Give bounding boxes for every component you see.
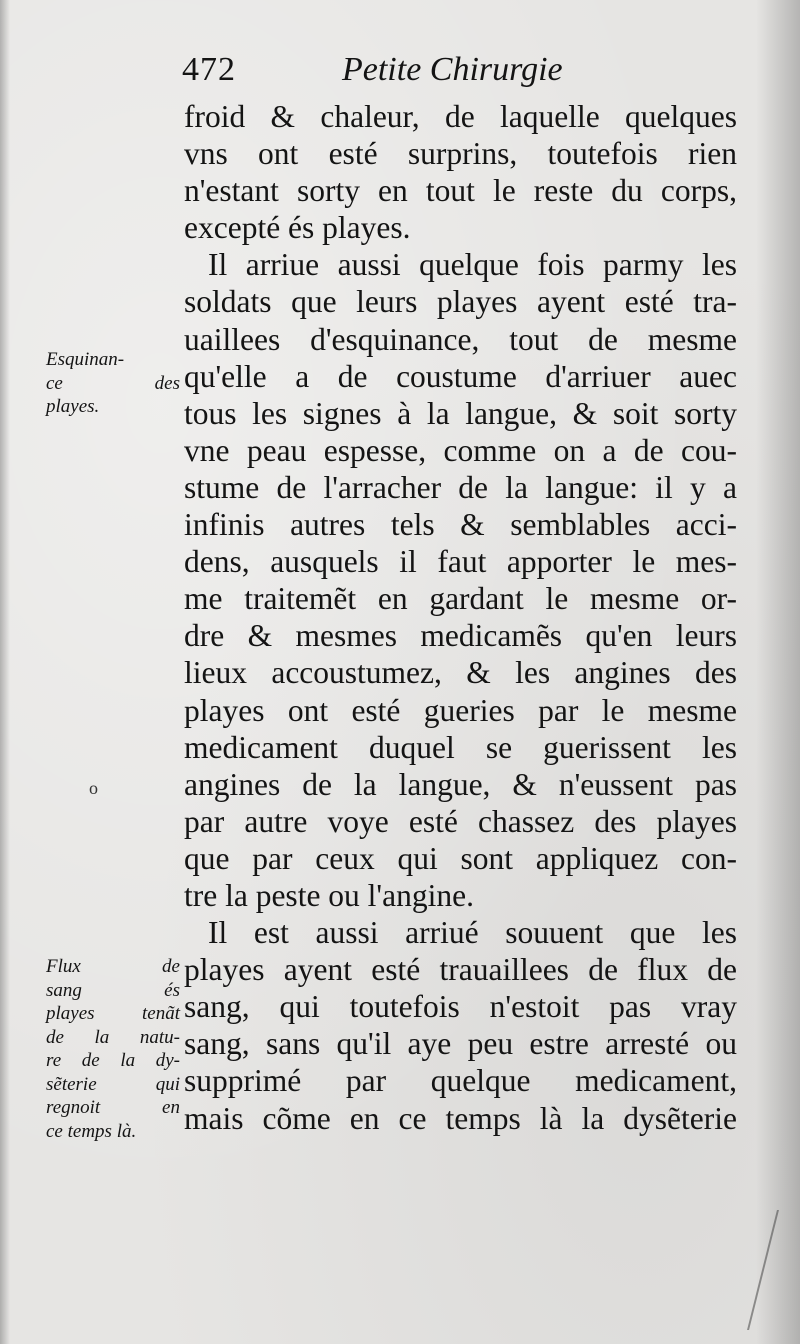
page-header	[182, 48, 602, 92]
text-line: stume de l'arracher de la langue: il y a	[184, 469, 737, 505]
page-edge-shadow	[756, 0, 800, 1344]
text-line: excepté és playes.	[184, 210, 411, 246]
margin-note-line: re de la dy-	[46, 1050, 180, 1071]
text-line: angines de la langue, & n'eussent pas	[184, 766, 737, 802]
running-title: Petite Chirurgie	[342, 51, 563, 88]
text-line: supprimé par quelque medicament,	[184, 1063, 737, 1099]
margin-note-flux-de-sang	[46, 955, 180, 1143]
margin-note-line: ce des	[46, 372, 180, 394]
text-line: lieux accoustumez, & les angines des	[184, 655, 737, 691]
margin-note-line: ce temps là.	[46, 1120, 137, 1142]
text-line: tous les signes à la langue, & soit sorty	[184, 395, 737, 431]
text-line: qu'elle a de coustume d'arriuer auec	[184, 358, 737, 394]
text-line: vne peau espesse, comme on a de cou-	[184, 432, 737, 468]
text-line: infinis autres tels & semblables acci-	[184, 507, 737, 543]
margin-note-line: Flux de	[46, 956, 180, 977]
margin-note-line: Esquinan-	[46, 349, 125, 370]
text-line: playes ont esté gueries par le mesme	[184, 692, 737, 728]
text-line: tre la peste ou l'angine.	[184, 877, 474, 913]
text-line: froid & chaleur, de laquelle quelques	[184, 99, 737, 134]
text-line: vns ont esté surprins, toutefois rien	[184, 136, 737, 172]
text-line: dre & mesmes medicamẽs qu'en leurs	[184, 618, 737, 654]
text-line: mais cõme en ce temps là la dysẽterie	[184, 1100, 737, 1136]
margin-note-line: de la natu-	[46, 1026, 180, 1048]
body-text	[184, 98, 737, 1137]
text-line: sang, qui toutefois n'estoit pas vray	[184, 989, 737, 1025]
text-line: n'estant sorty en tout le reste du corps,	[184, 173, 737, 209]
text-line: dens, ausquels il faut apporter le mes-	[184, 544, 737, 580]
margin-note-line: sang és	[46, 979, 180, 1001]
text-line: me traitemẽt en gardant le mesme or-	[184, 581, 737, 617]
text-line: Il arriue aussi quelque fois parmy les	[208, 247, 737, 283]
text-line: par autre voye esté chassez des playes	[184, 803, 737, 839]
page-gutter-shadow	[0, 0, 10, 1344]
margin-note-line: sẽterie qui	[46, 1073, 180, 1095]
text-line: sang, sans qu'il aye peu estre arresté ou	[184, 1026, 737, 1062]
text-line: soldats que leurs playes ayent esté tra-	[184, 284, 737, 320]
text-line: playes ayent esté trauaillees de flux de	[184, 952, 737, 988]
margin-note-line: regnoit en	[46, 1097, 180, 1118]
margin-note-line: playes tenãt	[46, 1003, 180, 1024]
text-line: uaillees d'esquinance, tout de mesme	[184, 321, 737, 357]
stray-mark: o	[89, 778, 98, 798]
text-line: que par ceux qui sont appliquez con-	[184, 840, 737, 876]
margin-note-esquinance	[46, 348, 180, 419]
page-number: 472	[182, 51, 236, 88]
text-line: Il est aussi arriué souuent que les	[208, 915, 737, 951]
text-line: medicament duquel se guerissent les	[184, 729, 737, 765]
margin-note-line: playes.	[46, 396, 100, 417]
